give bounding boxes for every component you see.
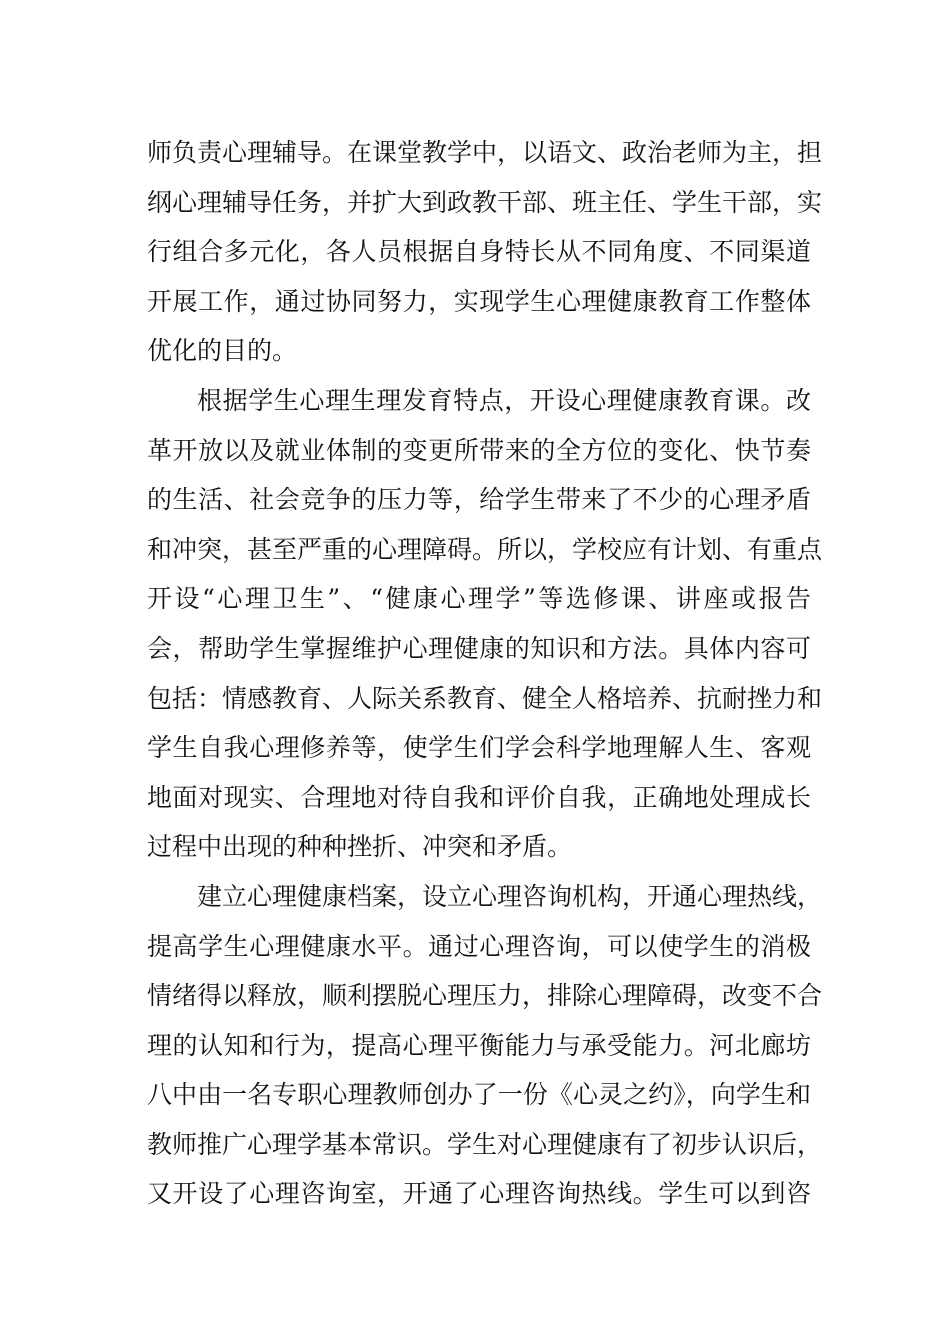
paragraph-first-line: 根据学生心理生理发育特点，开设心理健康教育课。改	[197, 385, 811, 415]
text-line: 纲心理辅导任务，并扩大到政教干部、班主任、学生干部，实	[147, 187, 823, 217]
text-line: 师负责心理辅导。在课堂教学中，以语文、政治老师为主，担	[147, 138, 823, 167]
text-line: 行组合多元化，各人员根据自身特长从不同角度、不同渠道	[147, 237, 811, 267]
text-line: 开展工作，通过协同努力，实现学生心理健康教育工作整体	[147, 286, 811, 316]
text-line: 和冲突，甚至严重的心理障碍。所以，学校应有计划、有重点	[147, 534, 823, 564]
text-line: 包括：情感教育、人际关系教育、健全人格培养、抗耐挫力和	[147, 683, 823, 713]
text-line: 开设“心理卫生”、“健康心理学”等选修课、讲座或报告	[147, 584, 811, 614]
text-line: 情绪得以释放，顺利摆脱心理压力，排除心理障碍，改变不合	[147, 981, 823, 1011]
text-line: 提高学生心理健康水平。通过心理咨询，可以使学生的消极	[147, 931, 811, 961]
text-line: 教师推广心理学基本常识。学生对心理健康有了初步认识后，	[147, 1129, 823, 1159]
paragraph-first-line: 建立心理健康档案，设立心理咨询机构，开通心理热线，	[197, 881, 823, 911]
text-line: 又开设了心理咨询室，开通了心理咨询热线。学生可以到咨	[147, 1179, 811, 1209]
text-line: 会，帮助学生掌握维护心理健康的知识和方法。具体内容可	[147, 633, 811, 663]
text-line: 地面对现实、合理地对待自我和评价自我，正确地处理成长	[147, 782, 811, 812]
text-line: 八中由一名专职心理教师创办了一份《心灵之约》，向学生和	[147, 1080, 811, 1110]
paragraph-last-line: 优化的目的。	[147, 336, 298, 366]
text-line: 革开放以及就业体制的变更所带来的全方位的变化、快节奏	[147, 435, 811, 465]
text-line: 的生活、社会竞争的压力等，给学生带来了不少的心理矛盾	[147, 485, 811, 515]
text-line: 学生自我心理修养等，使学生们学会科学地理解人生、客观	[147, 733, 811, 763]
paragraph-last-line: 过程中出现的种种挫折、冲突和矛盾。	[147, 832, 573, 862]
text-line: 理的认知和行为，提高心理平衡能力与承受能力。河北廊坊	[147, 1030, 811, 1060]
body-text	[147, 128, 823, 1219]
